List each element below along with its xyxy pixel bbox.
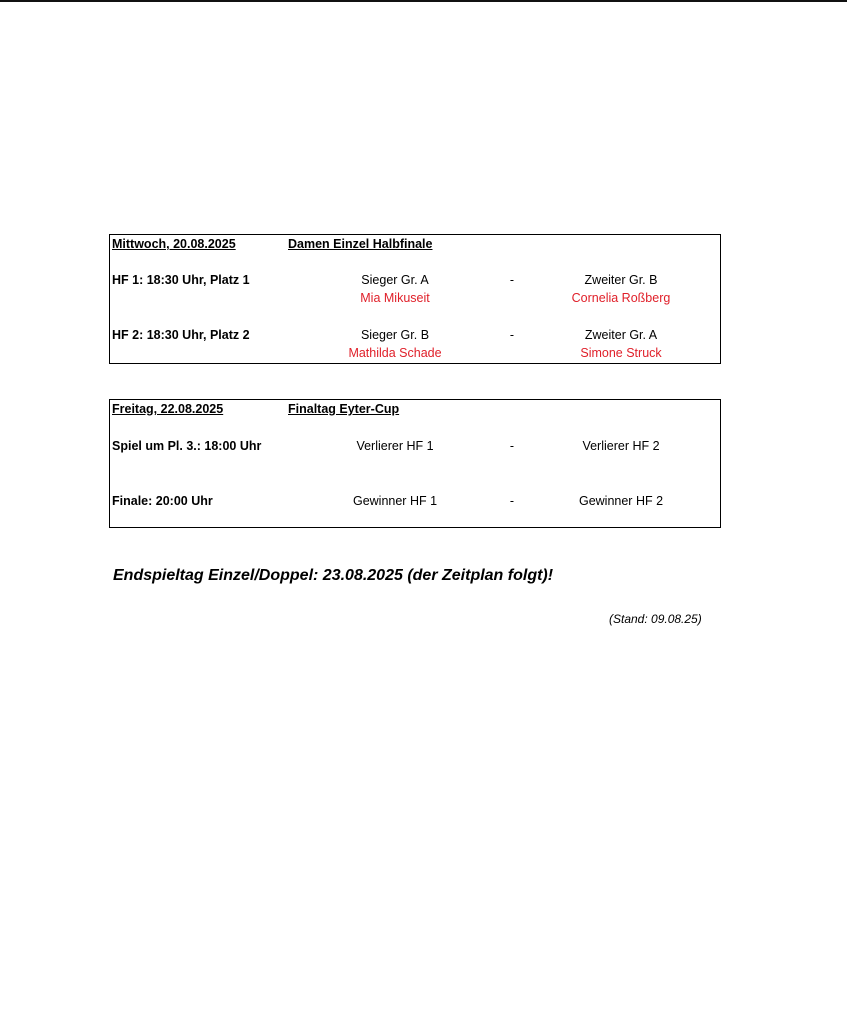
match-separator: - bbox=[509, 273, 515, 287]
match-separator: - bbox=[509, 439, 515, 453]
match-left-player: Mathilda Schade bbox=[348, 346, 442, 360]
box-title: Damen Einzel Halbfinale bbox=[288, 237, 433, 251]
match-label: Finale: 20:00 Uhr bbox=[112, 494, 213, 508]
schedule-box-finaltag bbox=[109, 399, 721, 528]
box-date: Freitag, 22.08.2025 bbox=[112, 402, 224, 416]
match-right-slot: Zweiter Gr. A bbox=[584, 328, 658, 342]
match-separator: - bbox=[509, 328, 515, 342]
match-right-player: Simone Struck bbox=[580, 346, 662, 360]
match-label: HF 1: 18:30 Uhr, Platz 1 bbox=[112, 273, 250, 287]
match-left-slot: Verlierer HF 1 bbox=[356, 439, 434, 453]
match-left-slot: Gewinner HF 1 bbox=[352, 494, 438, 508]
box-title: Finaltag Eyter-Cup bbox=[288, 402, 400, 416]
endspieltag-notice: Endspieltag Einzel/Doppel: 23.08.2025 (der Zeitplan folgt)! bbox=[113, 567, 554, 584]
match-separator: - bbox=[509, 494, 515, 508]
match-right-slot: Verlierer HF 2 bbox=[582, 439, 660, 453]
box-date: Mittwoch, 20.08.2025 bbox=[112, 237, 236, 251]
match-label: HF 2: 18:30 Uhr, Platz 2 bbox=[112, 328, 250, 342]
match-left-slot: Sieger Gr. B bbox=[360, 328, 430, 342]
match-right-slot: Zweiter Gr. B bbox=[584, 273, 658, 287]
stand-date: (Stand: 09.08.25) bbox=[609, 612, 702, 626]
match-left-slot: Sieger Gr. A bbox=[361, 273, 429, 287]
top-border-line bbox=[0, 0, 847, 2]
match-left-player: Mia Mikuseit bbox=[360, 291, 430, 305]
match-right-slot: Gewinner HF 2 bbox=[578, 494, 664, 508]
schedule-box-halbfinale bbox=[109, 234, 721, 364]
match-right-player: Cornelia Roßberg bbox=[571, 291, 671, 305]
match-label: Spiel um Pl. 3.: 18:00 Uhr bbox=[112, 439, 262, 453]
